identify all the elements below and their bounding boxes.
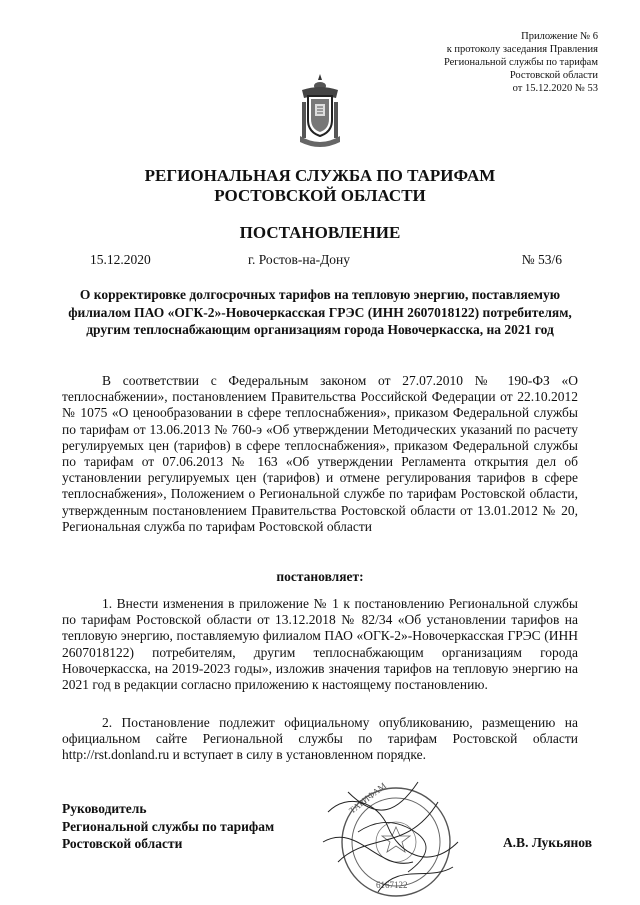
signer-position (62, 800, 274, 853)
appendix-line: Ростовской области (509, 70, 598, 81)
document-number: № 53/6 (521, 252, 562, 267)
document-meta (90, 252, 562, 270)
document-type: ПОСТАНОВЛЕНИЕ (239, 223, 401, 242)
document-date: 15.12.2020 (90, 252, 151, 267)
appendix-line: Региональной службы по тарифам (443, 57, 598, 68)
appendix-note (444, 30, 598, 95)
official-stamp (318, 772, 468, 904)
resolution-item-2: 2. Постановление подлежит официальному опубликованию, размещению на официальном сайте Региональной службы по тарифам Ростовской области http://rst.donland.ru и вступает в силу в установленном порядке. (62, 715, 578, 763)
resolves-heading: постановляет: (276, 569, 364, 584)
appendix-line: к протоколу заседания Правления (446, 44, 598, 55)
document-subject: О корректировке долгосрочных тарифов на тепловую энергию, поставляемую филиалом ПАО «ОГК-2»-Новочеркасская ГРЭС (ИНН 2607018122) потребителям, другим теплоснабжающим организациям города Новочеркасска, на 2021 год (68, 287, 572, 337)
document-city: г. Ростов-на-Дону (248, 252, 351, 267)
organization-title (0, 166, 640, 206)
organization-title-line: РЕГИОНАЛЬНАЯ СЛУЖБА ПО ТАРИФАМ (144, 166, 496, 185)
preamble-paragraph: В соответствии с Федеральным законом от 27.07.2010 № 190-ФЗ «О теплоснабжении», постановлением Правительства Российской Федерации от 22.10.2012 № 1075 «О ценообразовании в сфере теплоснабжения», приказом Федеральной службы по тарифам от 13.06.2013 № 760-э «Об утверждении Методических указаний по расчету регулируемых цен (тарифов) в сфере теплоснабжения», приказом Федеральной службы по тарифам от 07.06.2013 № 163 «Об утверждении Регламента открытия дел об установлении регулируемых цен (тарифов) и отмене регулирования тарифов в сфере теплоснабжения», Положением о Региональной службе по тарифам Ростовской области, утвержденным постановлением Правительства Ростовской области от 13.01.2012 № 20, Региональная служба по тарифам Ростовской области (62, 373, 578, 534)
signer-position-line: Руководитель (62, 801, 147, 816)
appendix-line: от 15.12.2020 № 53 (512, 83, 598, 94)
signer-position-line: Региональной службы по тарифам (62, 818, 275, 834)
appendix-line: Приложение № 6 (521, 31, 598, 42)
signer-name: А.В. Лукьянов (502, 835, 592, 850)
resolution-item-1: 1. Внести изменения в приложение № 1 к постановлению Региональной службы по тарифам Ростовской области от 13.12.2018 № 82/34 «Об установлении тарифов на тепловую энергию, поставляемую филиалом ПАО «ОГК-2»-Новочеркасская ГРЭС (ИНН 2607018122) потребителям, другим теплоснабжающим организациям города Новочеркасска, на 2019-2023 годы», изложив значения тарифов на тепловую энергию на 2021 год в редакции согласно приложению к настоящему постановлению. (62, 596, 578, 693)
stamp-number: 6167122 (376, 880, 408, 890)
organization-title-line: РОСТОВСКОЙ ОБЛАСТИ (214, 186, 426, 205)
stamp-text: ТАРИФАМ (347, 780, 388, 816)
signer-position-line: Ростовской области (62, 836, 183, 851)
coat-of-arms-icon (298, 72, 342, 152)
